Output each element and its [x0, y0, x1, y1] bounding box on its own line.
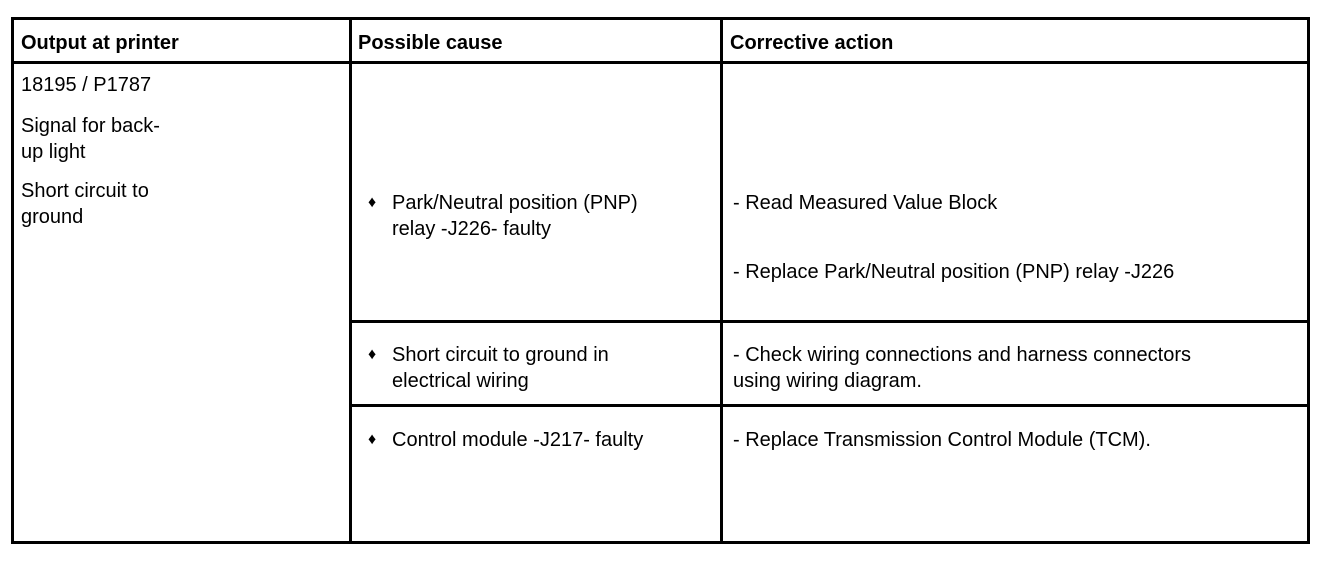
action-row2-line2: using wiring diagram. — [733, 370, 922, 392]
header-possible-cause: Possible cause — [358, 32, 503, 54]
cause-row2-line2: electrical wiring — [392, 370, 529, 392]
column-divider — [349, 20, 352, 541]
row-divider — [349, 320, 1307, 323]
action-row1-replace-relay: - Replace Park/Neutral position (PNP) relay -J226 — [733, 261, 1175, 283]
output-fault-line2: ground — [21, 206, 84, 228]
bullet-icon: ♦ — [368, 431, 377, 448]
output-fault-line1: Short circuit to — [21, 180, 149, 202]
output-code: 18195 / P1787 — [21, 74, 152, 96]
row-divider — [349, 404, 1307, 407]
action-row1-read-measured: - Read Measured Value Block — [733, 192, 998, 214]
cause-row3-line1: Control module -J217- faulty — [392, 429, 644, 451]
cause-row1-line1: Park/Neutral position (PNP) — [392, 192, 638, 214]
column-divider — [720, 20, 723, 541]
diagnostic-table — [11, 17, 1310, 544]
cause-row2-line1: Short circuit to ground in — [392, 344, 609, 366]
header-corrective-action: Corrective action — [730, 32, 894, 54]
bullet-icon: ♦ — [368, 346, 377, 363]
cause-row1-line2: relay -J226- faulty — [392, 218, 551, 240]
output-signal-line1: Signal for back- — [21, 115, 160, 137]
bullet-icon: ♦ — [368, 194, 377, 211]
header-output-at-printer: Output at printer — [21, 32, 179, 54]
action-row2-line1: - Check wiring connections and harness connectors — [733, 344, 1192, 366]
header-divider — [14, 61, 1307, 64]
output-signal-line2: up light — [21, 141, 86, 163]
action-row3-replace-tcm: - Replace Transmission Control Module (TCM). — [733, 429, 1151, 451]
